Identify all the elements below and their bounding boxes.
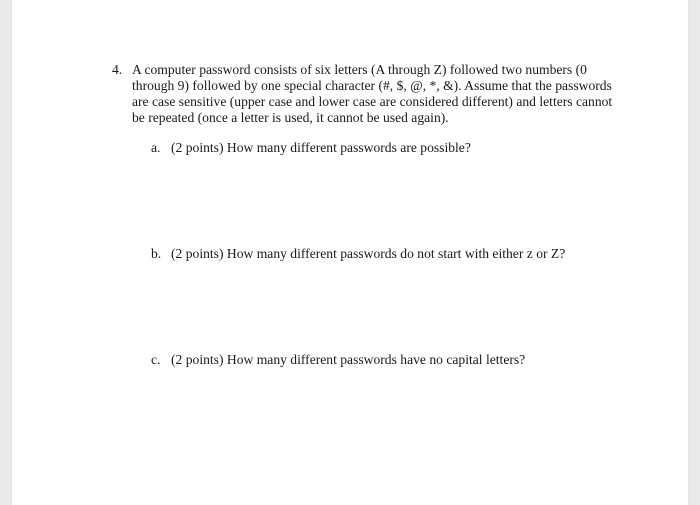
problem-line: be repeated (once a letter is used, it cannot be used again). [132,110,449,125]
subquestion-text: (2 points) How many different passwords have no capital letters? [171,352,526,367]
subquestion-letter: a. [151,140,161,155]
problem-line: A computer password consists of six letters (A through Z) followed two numbers (0 [132,62,587,77]
problem-line: are case sensitive (upper case and lower case are considered different) and letters cannot [132,94,613,109]
subquestion-b [151,246,565,262]
problem-statement [132,62,612,126]
problem-line: through 9) followed by one special character (#, $, @, *, &). Assume that the passwords [132,78,612,93]
subquestion-letter: b. [151,246,162,261]
subquestion-text: (2 points) How many different passwords are possible? [171,140,471,155]
subquestion-text: (2 points) How many different passwords do not start with either z or Z? [171,246,566,261]
subquestion-c [151,352,525,368]
problem-number: 4. [112,62,123,77]
subquestion-letter: c. [151,352,161,367]
subquestion-a [151,140,471,156]
